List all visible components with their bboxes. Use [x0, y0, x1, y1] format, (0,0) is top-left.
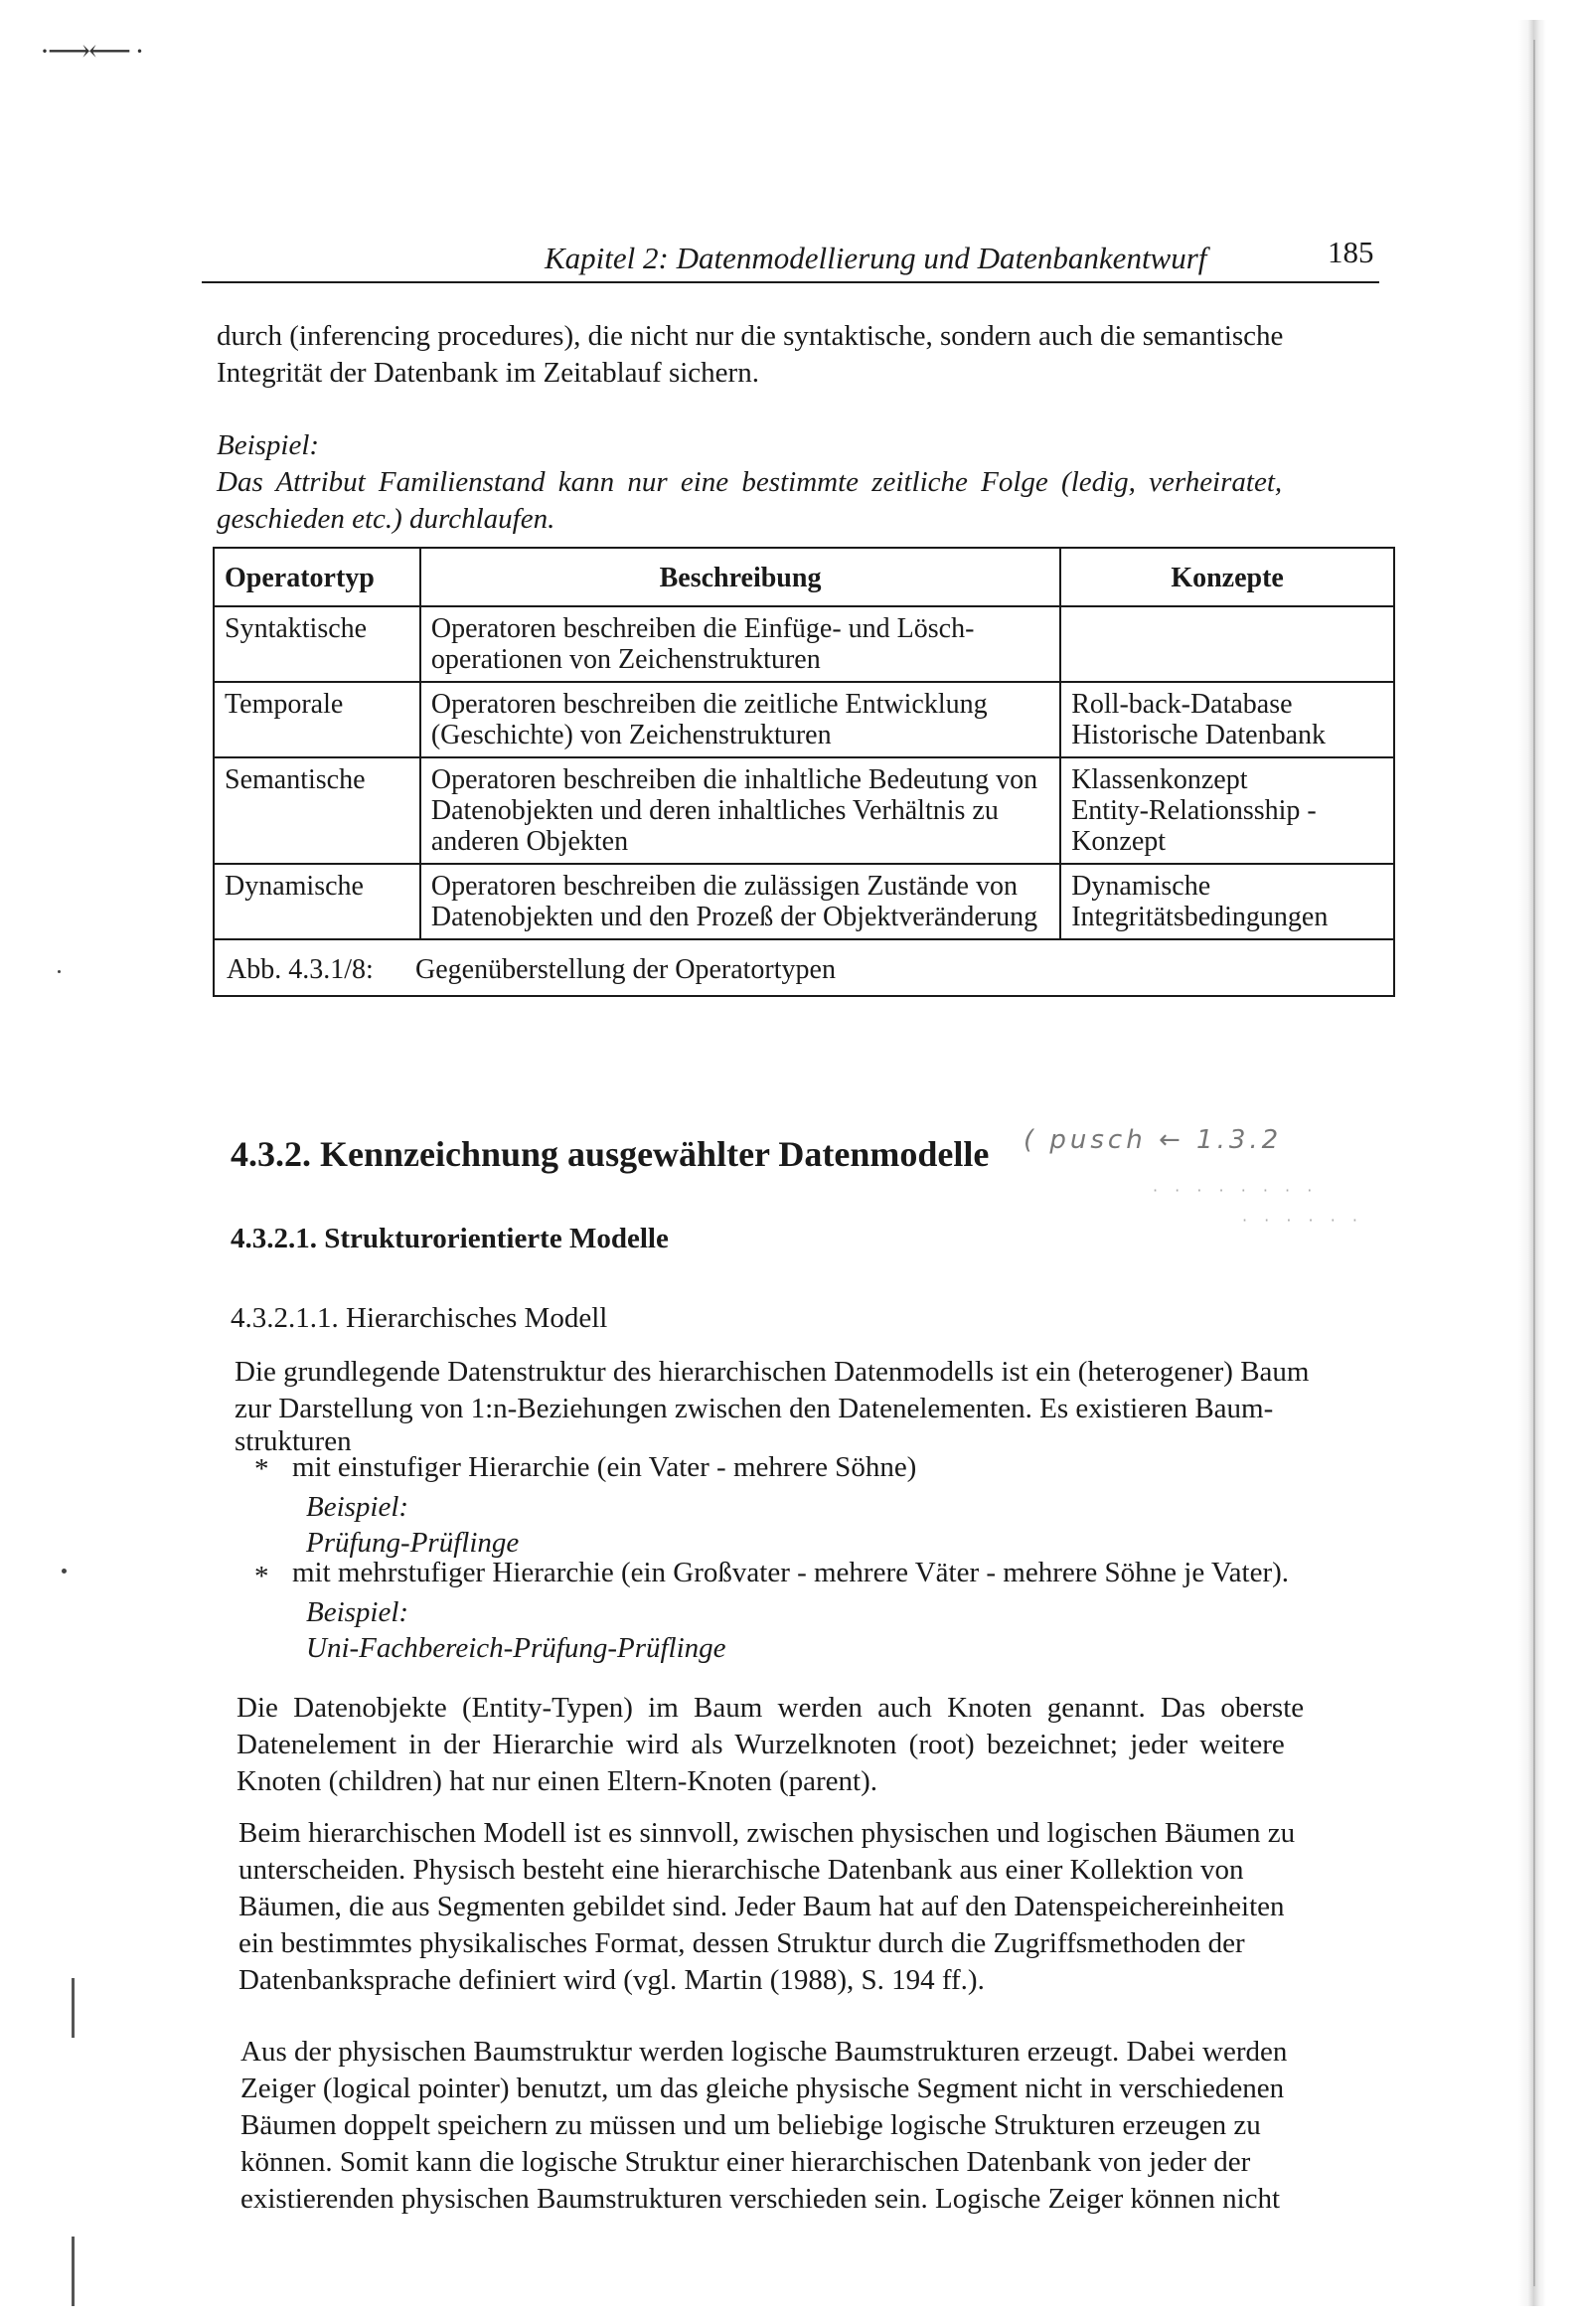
body-paragraph	[240, 2034, 1287, 2218]
paragraph-line: Datenelement in der Hierarchie wird als Wurzelknoten (root) bezeichnet; jeder weitere	[237, 1729, 1285, 1760]
bullet-text: mit mehrstufiger Hierarchie (ein Großvater - mehrere Väter - mehrere Söhne je Vater).	[292, 1557, 1290, 1588]
page-edge-shadow	[1518, 20, 1546, 2306]
intro-paragraph	[217, 318, 1283, 392]
paragraph-line: Bäumen, die aus Segmenten gebildet sind. Jeder Baum hat auf den Datenspeichereinheiten	[238, 1891, 1285, 1922]
intro-line: Integrität der Datenbank im Zeitablauf sichern.	[217, 357, 759, 389]
column-header: Beschreibung	[420, 548, 1060, 606]
operator-type-cell: Semantische	[214, 757, 420, 864]
table-caption-row	[214, 939, 1394, 996]
header-rule	[202, 281, 1379, 283]
body-paragraph	[237, 1690, 1304, 1800]
table-row	[214, 757, 1394, 864]
corner-scan-mark: ·⟶⟵ ·	[40, 35, 143, 68]
paragraph-line: Bäumen doppelt speichern zu müssen und um beliebige logische Strukturen erzeugen zu	[240, 2109, 1261, 2141]
section-heading-4-3-2-1: 4.3.2.1. Strukturorientierte Modelle	[231, 1223, 669, 1254]
table-row	[214, 864, 1394, 939]
bullet-example: Prüfung-Prüflinge	[306, 1527, 520, 1559]
concept-line: Historische Datenbank	[1071, 720, 1327, 750]
paragraph-line: Die Datenobjekte (Entity-Typen) im Baum werden auch Knoten genannt. Das oberste	[237, 1692, 1305, 1724]
bullet-marker: *	[254, 1561, 269, 1592]
operator-type-cell: Dynamische	[214, 864, 420, 939]
example-block	[217, 427, 1282, 538]
intro-line: durch (inferencing procedures), die nicht nur die syntaktische, sondern auch die semantische	[217, 320, 1284, 352]
faint-pencil-marks: · · · · · · · ·	[1153, 1181, 1319, 1200]
figure-caption-text: Gegenüberstellung der Operatortypen	[415, 954, 836, 985]
description-cell: Operatoren beschreiben die zulässigen Zustände von Datenobjekten und den Prozeß der Objektveränderung	[420, 864, 1060, 939]
concept-cell	[1060, 682, 1394, 757]
paragraph-line: strukturen	[235, 1425, 352, 1457]
section-heading-4-3-2: 4.3.2. Kennzeichnung ausgewählter Datenmodelle	[231, 1134, 990, 1174]
concept-line: Roll-back-Database	[1071, 689, 1293, 720]
operator-type-cell: Temporale	[214, 682, 420, 757]
paragraph-line: unterscheiden. Physisch besteht eine hierarchische Datenbank aus einer Kollektion von	[238, 1854, 1244, 1886]
example-line: geschieden etc.) durchlaufen.	[217, 503, 555, 535]
running-header-title: Kapitel 2: Datenmodellierung und Datenbankentwurf	[545, 241, 1207, 275]
margin-dot	[62, 1569, 67, 1574]
paragraph-line: Aus der physischen Baumstruktur werden logische Baumstrukturen erzeugt. Dabei werden	[240, 2036, 1288, 2068]
faint-pencil-marks: · · · · · ·	[1242, 1211, 1363, 1230]
table-row	[214, 682, 1394, 757]
paragraph-line: zur Darstellung von 1:n-Beziehungen zwischen den Datenelementen. Es existieren Baum-	[235, 1393, 1274, 1424]
margin-tick	[72, 2237, 75, 2306]
concept-line: Klassenkonzept	[1071, 764, 1248, 795]
concept-line: Entity-Relationsship - Konzept	[1071, 795, 1317, 857]
column-header: Operatortyp	[214, 548, 420, 606]
margin-tick	[72, 1978, 75, 2038]
column-header: Konzepte	[1060, 548, 1394, 606]
table-row	[214, 606, 1394, 682]
paragraph-line: Knoten (children) hat nur einen Eltern-Knoten (parent).	[237, 1765, 877, 1797]
margin-dot	[58, 970, 61, 973]
paragraph-line: ein bestimmtes physikalisches Format, dessen Struktur durch die Zugriffsmethoden der	[238, 1927, 1245, 1959]
bullet-example: Uni-Fachbereich-Prüfung-Prüflinge	[306, 1632, 726, 1664]
description-cell: Operatoren beschreiben die inhaltliche Bedeutung von Datenobjekten und deren inhaltliches Verhältnis zu anderen Objekten	[420, 757, 1060, 864]
bullet-example-label: Beispiel:	[306, 1491, 409, 1523]
paragraph-line: Die grundlegende Datenstruktur des hierarchischen Datenmodells ist ein (heterogener) Baum	[235, 1356, 1310, 1388]
paragraph-line: existierenden physischen Baumstrukturen verschieden sein. Logische Zeiger können nicht	[240, 2183, 1281, 2215]
concept-cell	[1060, 864, 1394, 939]
concept-cell	[1060, 606, 1394, 682]
handwritten-note: ( pusch ← 1.3.2	[1024, 1125, 1283, 1155]
operator-type-cell: Syntaktische	[214, 606, 420, 682]
section-heading-4-3-2-1-1: 4.3.2.1.1. Hierarchisches Modell	[231, 1302, 608, 1334]
figure-caption-label: Abb. 4.3.1/8:	[227, 954, 374, 985]
page-edge-line	[1533, 40, 1535, 2286]
body-paragraph	[235, 1354, 1407, 1455]
bullet-marker: *	[254, 1453, 269, 1485]
description-cell: Operatoren beschreiben die Einfüge- und Lösch-operationen von Zeichenstrukturen	[420, 606, 1060, 682]
page-number: 185	[1328, 235, 1374, 269]
example-label: Beispiel:	[217, 429, 320, 461]
paragraph-line: Datenbanksprache definiert wird (vgl. Martin (1988), S. 194 ff.).	[238, 1964, 985, 1996]
body-paragraph	[238, 1815, 1295, 1999]
figure-caption	[214, 939, 1394, 996]
bullet-example-label: Beispiel:	[306, 1596, 409, 1628]
concept-line: Dynamische	[1071, 871, 1211, 902]
operator-table	[213, 547, 1395, 997]
paragraph-line: können. Somit kann die logische Struktur einer hierarchischen Datenbank von jeder der	[240, 2146, 1251, 2178]
bullet-text: mit einstufiger Hierarchie (ein Vater - mehrere Söhne)	[292, 1451, 917, 1483]
description-cell: Operatoren beschreiben die zeitliche Entwicklung (Geschichte) von Zeichenstrukturen	[420, 682, 1060, 757]
example-line: Das Attribut Familienstand kann nur eine bestimmte zeitliche Folge (ledig, verheiratet,	[217, 466, 1283, 498]
paragraph-line: Zeiger (logical pointer) benutzt, um das gleiche physische Segment nicht in verschiedenen	[240, 2073, 1285, 2104]
table-header-row	[214, 548, 1394, 606]
paragraph-line: Beim hierarchischen Modell ist es sinnvoll, zwischen physischen und logischen Bäumen zu	[238, 1817, 1296, 1849]
concept-line: Integritätsbedingungen	[1071, 902, 1329, 932]
concept-cell	[1060, 757, 1394, 864]
